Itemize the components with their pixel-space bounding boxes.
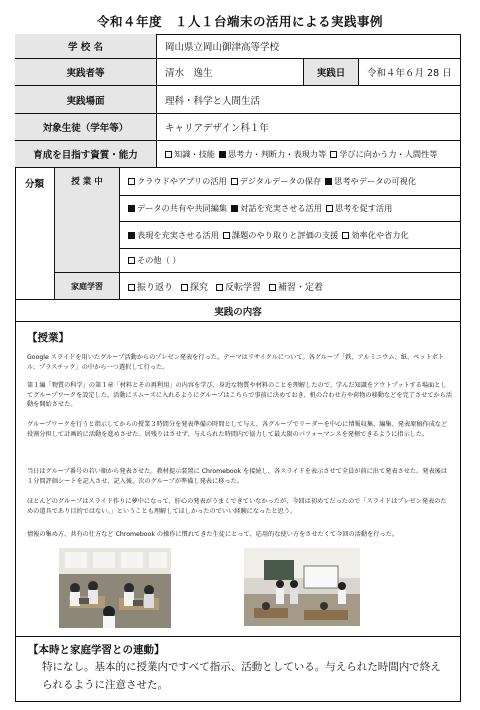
date-value: 令和４年６月 28 日 bbox=[367, 68, 452, 79]
checkbox-icon bbox=[165, 151, 172, 158]
checkbox-checked-icon[interactable] bbox=[325, 178, 332, 185]
target-row bbox=[15, 114, 461, 141]
checkbox-icon[interactable] bbox=[231, 178, 238, 185]
scene-row bbox=[15, 86, 461, 114]
checkbox-icon[interactable] bbox=[181, 284, 188, 291]
checkbox-checked-icon[interactable] bbox=[128, 205, 135, 212]
checkbox-icon[interactable] bbox=[326, 205, 333, 212]
school-label: 学 校 名 bbox=[15, 34, 157, 58]
home-study-options: 振り返り 探究 反転学習 補習・定着 bbox=[120, 273, 461, 300]
ability-option[interactable]: 思考力・判断力・表現力等 bbox=[219, 149, 326, 160]
practitioner-label: 実践者等 bbox=[15, 59, 157, 85]
scene-value: 理科・科学と人間生活 bbox=[165, 95, 261, 107]
ability-row bbox=[15, 141, 461, 168]
school-row bbox=[15, 34, 461, 59]
checkbox-icon[interactable] bbox=[223, 232, 230, 239]
content-paragraph: 第１編「物質の科学」の第１章「材料とその再利用」の内容を学び、身近な物質や材料のことを理解したので、学んだ知識をアウトプットする場面としてグループワークを設定した。活動にスムーズに入れるようにグループはこちらで事前に決めておき、机の合わせ方や荷物の移動などを完了させてから活動を開始させた。 bbox=[27, 382, 453, 409]
scene-label: 実践場面 bbox=[15, 86, 157, 113]
in-class-row-3: 表現を充実させる活用 課題のやり取りと評価の支援 効率化や省力化 bbox=[120, 222, 461, 249]
ability-label: 育成を目指す資質・能力 bbox=[15, 141, 157, 167]
checkbox-icon bbox=[330, 151, 337, 158]
classification-row bbox=[15, 168, 461, 300]
in-class-row-4: その他（ ） bbox=[120, 249, 461, 273]
in-class-row-2: データの共有や共同編集 対話を充実させる活用 思考を促す活用 bbox=[120, 196, 461, 222]
checkbox-icon[interactable] bbox=[342, 232, 349, 239]
photo-image bbox=[59, 548, 171, 628]
content-paragraph: グループワークを行うと指示してからの授業３時間分を発表準備の時間として与え、各グループでリーダーを中心に情報収集、編集、発表原稿作成など役割分担して計画的に活動を進めさせた。居残りはさせず、与えられた時間内で協力して最大限のパフォーマンスを発揮できるように指示した。 bbox=[27, 421, 448, 438]
content-paragraph: ほとんどのグループはスライド作りに夢中になって、肝心の発表がうまくできていなかったが、今回は初めてだったので「スライドはプレゼン発表のための道具であり目的ではない。」ということも理解してほしかったのでいい経験になったと思う。 bbox=[27, 498, 447, 515]
checkbox-icon[interactable] bbox=[128, 284, 135, 291]
checkbox-checked-icon bbox=[219, 151, 226, 158]
checkbox-checked-icon[interactable] bbox=[231, 205, 238, 212]
content-paragraph: 情報の集め方、共有の仕方など Chromebook の操作に慣れてきた生徒にとって、応用的な使い方をさせたくて今回の活動を行った。 bbox=[27, 531, 398, 538]
home-study-label: 家庭学習 bbox=[55, 273, 120, 299]
ability-option[interactable]: 学びに向かう力・人間性等 bbox=[330, 149, 437, 160]
checkbox-icon[interactable] bbox=[128, 178, 135, 185]
content-header-row bbox=[15, 300, 461, 322]
in-class-row-1: クラウドやアプリの活用 デジタルデータの保存 思考やデータの可視化 bbox=[120, 168, 461, 196]
content-paragraph: 当日はグループ番号の若い順から発表させた。教材提示装置に Chromebook を接続し、各スライドを表示させて全員が前に出て発表させた。発表後は１分間評価シートを記入させ、記入後、次のグループが準備し発表に移った。 bbox=[27, 468, 448, 485]
content-paragraph: Google スライドを用いたグループ活動からのプレゼン発表を行った。テーマはリサイクルについて。各グループ「鉄、アルミニウム、紙、ペットボトル、プラスチック」の中から一つ選択して行った。 bbox=[27, 354, 445, 371]
practitioner-row bbox=[15, 59, 461, 86]
in-class-label: 授 業 中 bbox=[55, 168, 120, 273]
home-link-title: 【本時と家庭学習との連動】 bbox=[28, 644, 165, 656]
date-label: 実践日 bbox=[303, 59, 359, 85]
checkbox-icon[interactable] bbox=[216, 284, 223, 291]
home-link-body: 特になし。基本的に授業内ですべて指示、活動としている。与えられた時間内で終えられるように注意させた。 bbox=[42, 661, 441, 691]
checkbox-icon[interactable] bbox=[269, 284, 276, 291]
home-link-divider bbox=[15, 636, 461, 637]
school-value: 岡山県立岡山御津高等学校 bbox=[165, 42, 280, 53]
checkbox-checked-icon[interactable] bbox=[128, 232, 135, 239]
target-value: キャリアデザイン科１年 bbox=[165, 123, 269, 134]
checkbox-icon[interactable] bbox=[128, 257, 135, 264]
target-label: 対象生徒（学年等） bbox=[15, 114, 157, 140]
lesson-section-title: 【授業】 bbox=[27, 332, 69, 344]
photo-image bbox=[244, 548, 360, 626]
classification-label: 分類 bbox=[15, 168, 55, 299]
practitioner-value: 清水 逸生 bbox=[165, 68, 213, 79]
classroom-photo-presentation bbox=[244, 548, 360, 626]
ability-option[interactable]: 知識・技能 bbox=[165, 149, 215, 160]
content-header: 実践の内容 bbox=[214, 306, 262, 318]
classroom-photo-group-work bbox=[59, 548, 171, 628]
document-title: 令和４年度 １人１台端末の活用による実践事例 bbox=[96, 14, 383, 29]
